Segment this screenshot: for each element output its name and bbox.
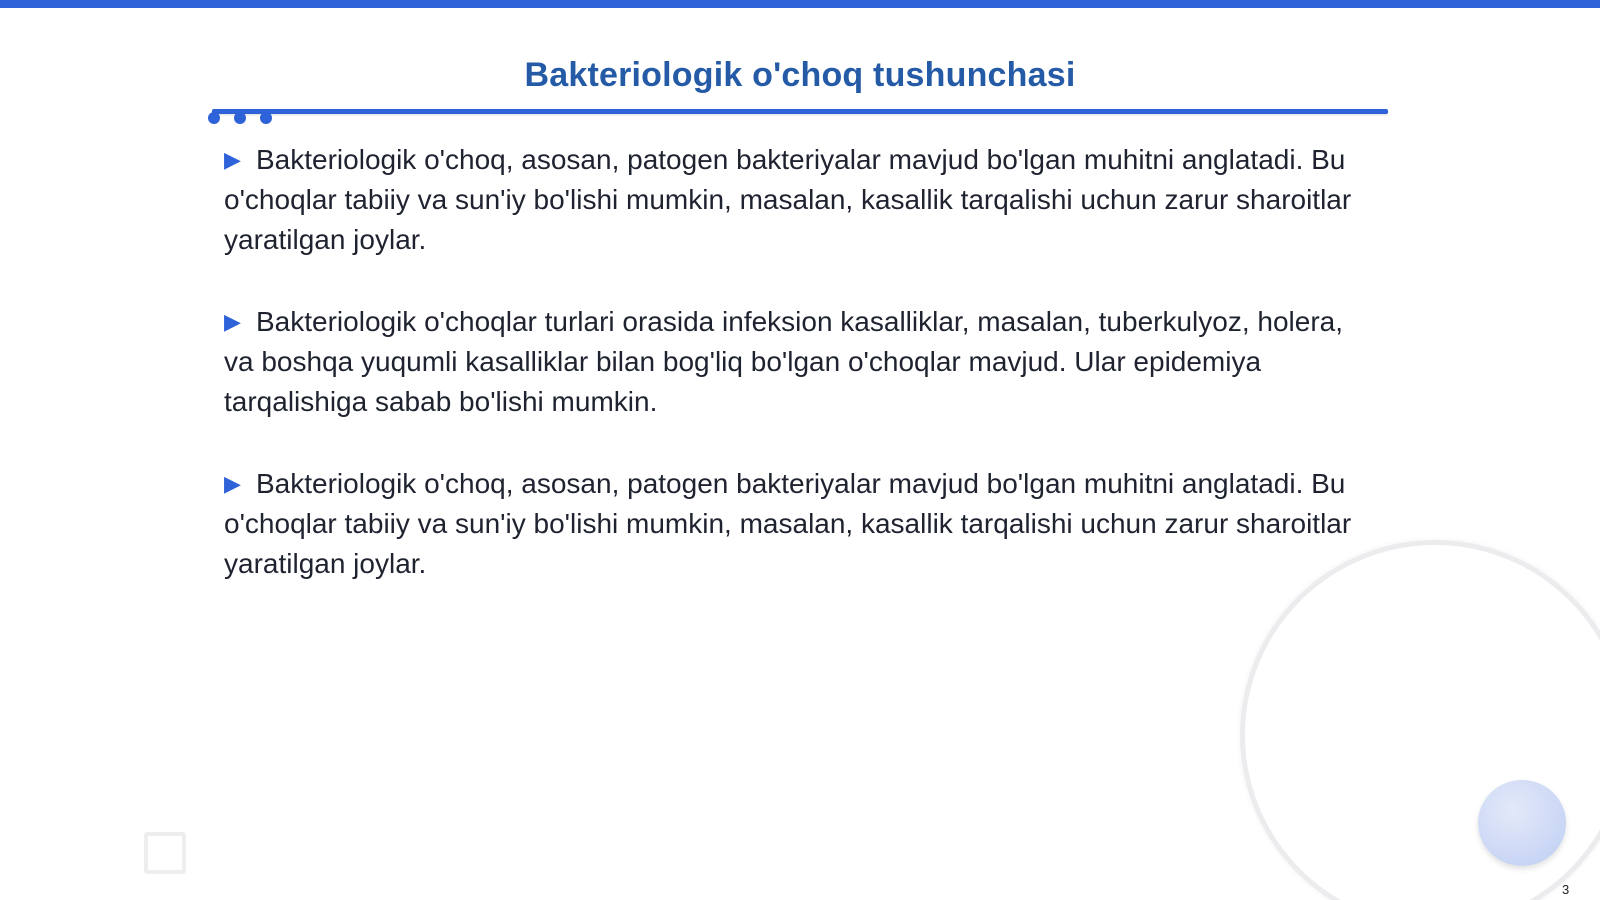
bullet-text: Bakteriologik o'choqlar turlari orasida infeksion kasalliklar, masalan, tuberkulyoz, holera, va boshqa yuqumli kasalliklar bilan bog'liq bo'lgan o'choqlar mavjud. Ular epidemiya tarqalishiga sabab bo'lishi mumkin. [224,306,1343,417]
top-accent-bar [0,0,1600,8]
triangle-right-icon: ▶ [224,147,241,172]
decor-dot-1 [208,112,220,124]
title-underline [212,109,1388,114]
bullet-item [224,302,1374,422]
bullet-item [224,464,1374,584]
slide-title: Bakteriologik o'choq tushunchasi [524,56,1076,94]
bullet-text: Bakteriologik o'choq, asosan, patogen bakteriyalar mavjud bo'lgan muhitni anglatadi. Bu o'choqlar tabiiy va sun'iy bo'lishi mumkin, masalan, kasallik tarqalishi uchun zarur sharoitlar yaratilgan joylar. [224,468,1352,579]
bullet-list [224,140,1374,626]
decor-dot-3 [260,112,272,124]
page-number: 3 [1562,882,1570,897]
decor-circle [1478,780,1566,866]
bullet-text: Bakteriologik o'choq, asosan, patogen bakteriyalar mavjud bo'lgan muhitni anglatadi. Bu o'choqlar tabiiy va sun'iy bo'lishi mumkin, masalan, kasallik tarqalishi uchun zarur sharoitlar yaratilgan joylar. [224,144,1352,255]
decor-square [144,832,186,874]
triangle-right-icon: ▶ [224,309,241,334]
bullet-item [224,140,1374,260]
decor-dot-2 [234,112,246,124]
triangle-right-icon: ▶ [224,471,241,496]
